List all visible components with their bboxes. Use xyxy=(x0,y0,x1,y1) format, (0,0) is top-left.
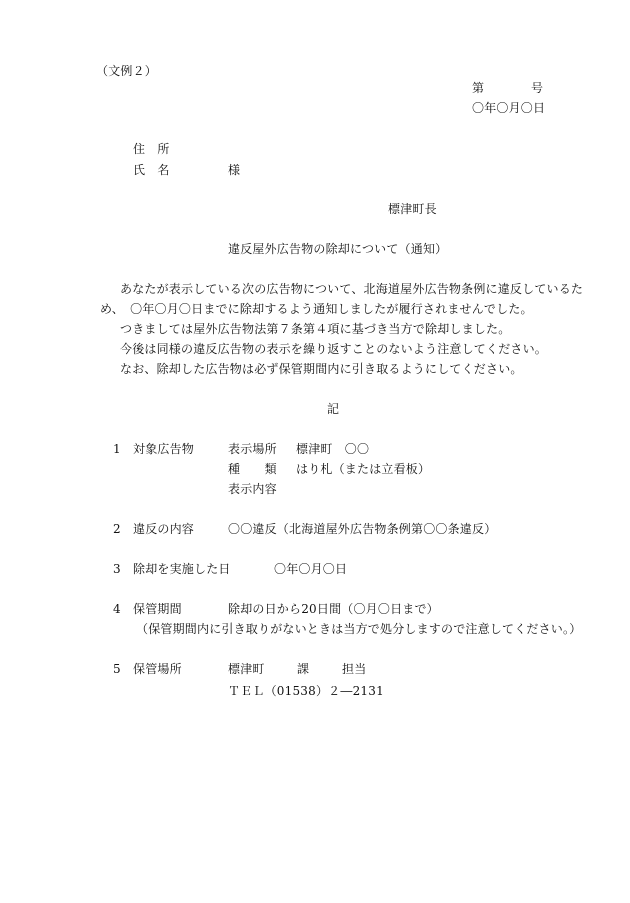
document-title: 違反屋外広告物の除却について（通知） xyxy=(228,242,448,256)
item-3-number: 3 xyxy=(113,562,121,576)
item-1-type-value: はり札（または立看板） xyxy=(296,462,431,476)
item-4-label: 保管期間 xyxy=(133,602,182,616)
item-2-number: 2 xyxy=(113,522,121,536)
document-number-dai: 第 xyxy=(472,81,485,95)
item-1-location-value: 標津町 〇〇 xyxy=(296,442,370,456)
item-4-number: 4 xyxy=(113,602,121,616)
item-1-type-key: 種 類 xyxy=(228,462,277,476)
item-5-number: 5 xyxy=(113,662,121,676)
item-5-tel: ＴＥＬ（01538）２―2131 xyxy=(228,684,384,698)
sender: 標津町長 xyxy=(388,202,437,216)
document-number-go: 号 xyxy=(531,81,544,95)
item-2-label: 違反の内容 xyxy=(133,522,195,536)
ki-heading: 記 xyxy=(327,402,340,416)
body-line-3: つきましては屋外広告物法第７条第４項に基づき当方で除却しました。 xyxy=(120,322,511,336)
item-3-value: 〇年〇月〇日 xyxy=(274,562,348,576)
example-label: （文例２） xyxy=(96,64,158,78)
item-5-place: 標津町 xyxy=(228,662,265,676)
item-3-label: 除却を実施した日 xyxy=(133,562,231,576)
item-2-value: 〇〇違反（北海道屋外広告物条例第〇〇条違反） xyxy=(228,522,497,536)
address-label: 住 所 xyxy=(133,142,170,156)
item-5-section: 課 xyxy=(297,662,310,676)
item-4-value: 除却の日から20日間（〇月〇日まで） xyxy=(228,602,439,616)
body-line-2: め、 〇年〇月〇日までに除却するよう通知しましたが履行されませんでした。 xyxy=(100,302,533,316)
honorific: 様 xyxy=(228,163,241,177)
item-1-label: 対象広告物 xyxy=(133,442,195,456)
item-5-person-in-charge: 担当 xyxy=(342,662,367,676)
item-4-note: （保管期間内に引き取りがないときは当方で処分しますので注意してください。） xyxy=(136,622,582,636)
item-1-content-key: 表示内容 xyxy=(228,482,277,496)
body-line-1: あなたが表示している次の広告物について、北海道屋外広告物条例に違反しているた xyxy=(120,282,584,296)
item-1-location-key: 表示場所 xyxy=(228,442,277,456)
body-line-5: なお、除却した広告物は必ず保管期間内に引き取るようにしてください。 xyxy=(120,362,523,376)
document-date: 〇年〇月〇日 xyxy=(472,101,546,115)
name-label: 氏 名 xyxy=(133,163,170,177)
item-1-number: 1 xyxy=(113,442,121,456)
body-line-4: 今後は同様の違反広告物の表示を繰り返すことのないよう注意してください。 xyxy=(120,342,548,356)
item-5-label: 保管場所 xyxy=(133,662,182,676)
